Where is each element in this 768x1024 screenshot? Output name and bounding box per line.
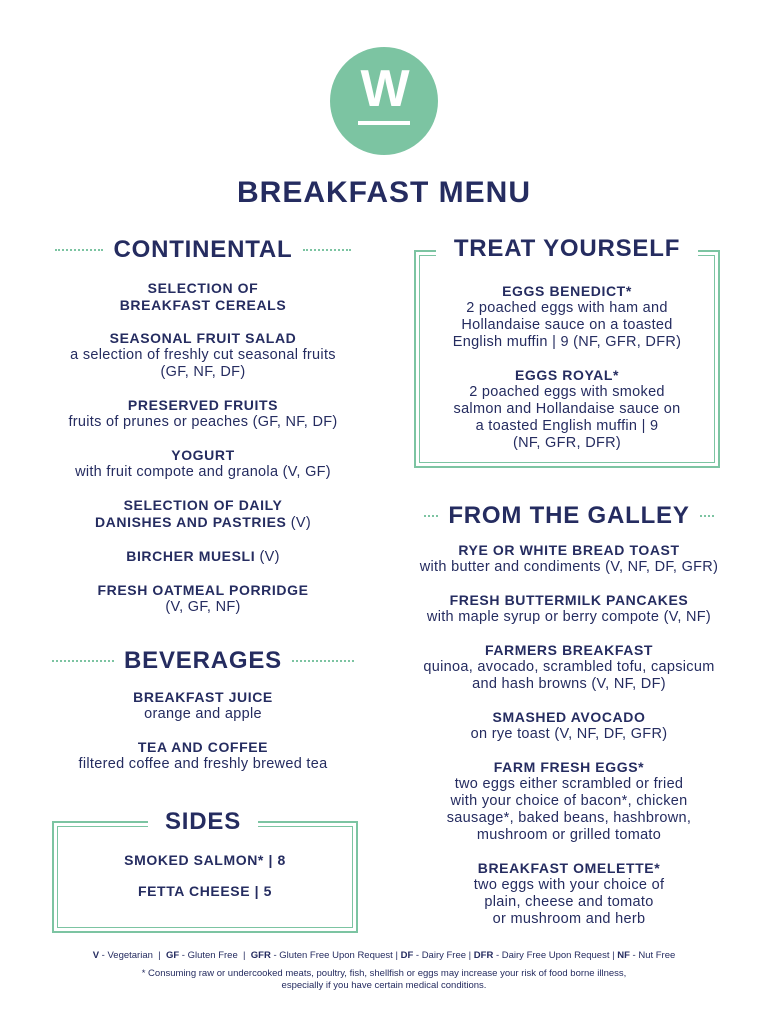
menu-item-description: (V, GF, NF) <box>165 599 241 615</box>
menu-item-description: fruits of prunes or peaches (GF, NF, DF) <box>68 414 338 430</box>
galley-section <box>392 502 746 944</box>
logo-letter: W <box>360 60 408 118</box>
menu-item-name: FETTA CHEESE | 5 <box>137 883 273 899</box>
dotted-rule <box>424 515 438 517</box>
menu-item-name: SEASONAL FRUIT SALAD <box>109 330 297 346</box>
galley-heading-label: FROM THE GALLEY <box>448 502 690 529</box>
sides-list <box>52 852 358 914</box>
menu-item-name: RYE OR WHITE BREAD TOAST <box>458 542 680 558</box>
menu-item-description: two eggs either scrambled or fried with your choice of bacon*, chicken sausage*, baked beans, hashbrown, mushroom or grilled tomato <box>446 776 692 843</box>
menu-item <box>392 542 746 576</box>
legend-code: GF <box>165 950 180 961</box>
legend-code: V <box>92 950 100 961</box>
legend-text: - Gluten Free | <box>179 950 251 961</box>
treat-heading: TREAT YOURSELF <box>436 235 698 263</box>
menu-item <box>414 283 720 351</box>
menu-item-name: FARM FRESH EGGS* <box>493 759 645 775</box>
legend-code: NF <box>617 950 630 961</box>
dotted-rule <box>303 249 351 251</box>
dotted-rule <box>292 660 354 662</box>
sides-items <box>52 852 358 900</box>
menu-item-name: EGGS ROYAL* <box>514 367 620 383</box>
menu-item-name: PRESERVED FRUITS <box>127 397 279 413</box>
dotted-rule <box>52 660 114 662</box>
disclaimer: * Consuming raw or undercooked meats, poultry, fish, shellfish or eggs may increase your risk of food borne illness, especially if you have certain medical conditions. <box>141 968 627 991</box>
menu-item-name: BREAKFAST JUICE <box>133 689 273 705</box>
menu-item <box>42 739 364 773</box>
beverages-heading-label: BEVERAGES <box>124 647 282 674</box>
menu-item <box>414 367 720 452</box>
menu-item-name: BREAKFAST OMELETTE* <box>477 860 661 876</box>
menu-item-name: EGGS BENEDICT* <box>502 283 632 299</box>
legend-code: GFR <box>250 950 271 961</box>
treat-section <box>414 283 720 468</box>
page-title: BREAKFAST MENU <box>236 176 531 209</box>
menu-item-description: on rye toast (V, NF, DF, GFR) <box>470 726 668 742</box>
menu-item-description: with butter and condiments (V, NF, DF, GFR) <box>419 559 719 575</box>
legend-code: DFR <box>473 950 494 961</box>
menu-item-description: filtered coffee and freshly brewed tea <box>78 756 328 772</box>
galley-heading <box>392 502 746 530</box>
menu-item-name: FRESH OATMEAL PORRIDGE <box>97 582 309 598</box>
treat-list <box>414 283 720 452</box>
menu-item-description: with maple syrup or berry compote (V, NF) <box>426 609 712 625</box>
menu-item <box>42 582 364 616</box>
legend-text: - Vegetarian | <box>99 950 166 961</box>
dotted-rule <box>700 515 714 517</box>
menu-item-name: SMOKED SALMON* | 8 <box>124 852 286 868</box>
beverages-section <box>42 647 364 789</box>
menu-item <box>392 759 746 844</box>
menu-item-name: YOGURT <box>171 447 235 463</box>
menu-item-description: 2 poached eggs with smoked salmon and Hollandaise sauce on a toasted English muffin | 9 (NF, GFR, DFR) <box>453 384 681 451</box>
menu-item-name: SELECTION OF BREAKFAST CEREALS <box>119 280 287 313</box>
menu-item <box>52 852 358 869</box>
legend-text: - Nut Free <box>629 950 676 961</box>
dotted-rule <box>55 249 103 251</box>
logo <box>330 47 438 155</box>
menu-item-description: a selection of freshly cut seasonal fruits (GF, NF, DF) <box>70 347 336 380</box>
continental-section <box>42 236 364 632</box>
menu-item <box>42 497 364 532</box>
menu-item-description: orange and apple <box>144 706 262 722</box>
logo-underline <box>358 121 410 125</box>
menu-item-description: two eggs with your choice of plain, cheese and tomato or mushroom and herb <box>473 877 665 927</box>
dietary-legend <box>0 950 768 962</box>
menu-item-name: BIRCHER MUESLI (V) <box>126 548 280 565</box>
menu-item-tag: (V) <box>255 549 280 565</box>
menu-item-description: quinoa, avocado, scrambled tofu, capsicum and hash browns (V, NF, DF) <box>423 659 715 692</box>
menu-item-name: TEA AND COFFEE <box>137 739 269 755</box>
menu-item <box>42 330 364 381</box>
legend-text: - Gluten Free Upon Request | <box>270 950 401 961</box>
menu-item <box>392 860 746 928</box>
legend-code: DF <box>400 950 414 961</box>
menu-item-name: SELECTION OF DAILY DANISHES AND PASTRIES (V) <box>94 497 312 531</box>
menu-item <box>392 709 746 743</box>
menu-item <box>42 280 364 314</box>
menu-item <box>392 642 746 693</box>
beverages-list <box>42 689 364 773</box>
legend-text: - Dairy Free Upon Request | <box>493 950 618 961</box>
menu-item <box>42 548 364 566</box>
menu-item <box>52 883 358 900</box>
menu-item-name: FRESH BUTTERMILK PANCAKES <box>449 592 689 608</box>
menu-item <box>42 689 364 723</box>
menu-item <box>42 397 364 431</box>
menu-item <box>42 447 364 481</box>
continental-heading-label: CONTINENTAL <box>113 236 293 263</box>
menu-item <box>392 592 746 626</box>
beverages-heading <box>42 647 364 675</box>
menu-item-description: 2 poached eggs with ham and Hollandaise sauce on a toasted English muffin | 9 (NF, GFR, DFR) <box>452 300 682 350</box>
continental-list <box>42 280 364 616</box>
continental-heading <box>42 236 364 264</box>
legend-text: - Dairy Free | <box>413 950 474 961</box>
menu-item-name: SMASHED AVOCADO <box>492 709 646 725</box>
menu-item-description: with fruit compote and granola (V, GF) <box>75 464 331 480</box>
menu-item-name: FARMERS BREAKFAST <box>484 642 654 658</box>
galley-list <box>392 542 746 928</box>
sides-heading: SIDES <box>148 808 258 836</box>
menu-item-tag: (V) <box>286 515 312 531</box>
